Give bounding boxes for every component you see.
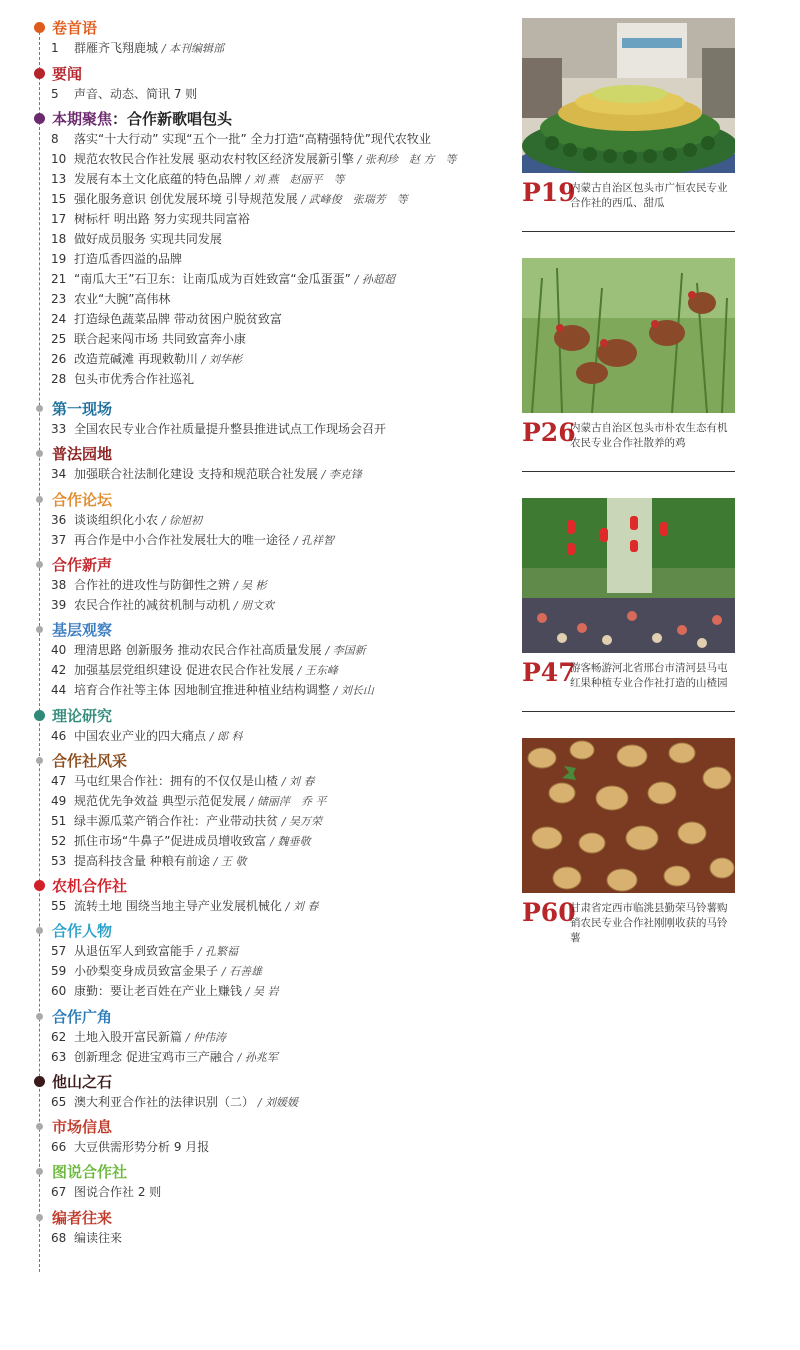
photo-block-p26 — [522, 258, 735, 463]
entry-title-wrap — [74, 680, 374, 701]
section-header — [0, 490, 515, 510]
section-title-text: 编者往来 — [52, 1209, 113, 1227]
toc-entry[interactable] — [0, 38, 515, 58]
photo-block-p47 — [522, 498, 735, 703]
entry-author: / 徐旭初 — [161, 514, 203, 527]
entry-title-wrap — [74, 149, 456, 170]
toc-entry[interactable] — [0, 369, 515, 389]
section-title — [52, 1072, 112, 1092]
toc-entry[interactable] — [0, 831, 515, 851]
section-title-text: 卷首语 — [52, 19, 98, 37]
toc-entry[interactable] — [0, 961, 515, 981]
section-title — [52, 18, 97, 38]
entry-page-number: 55 — [51, 899, 67, 913]
entry-page-number: 66 — [51, 1140, 67, 1154]
section-title-text: 市场信息 — [52, 1118, 113, 1136]
toc-entry[interactable] — [0, 229, 515, 249]
toc-entry[interactable] — [0, 84, 515, 104]
entry-author: / 刘媛媛 — [257, 1096, 299, 1109]
entry-author: / 孙兆军 — [237, 1051, 278, 1064]
potatoes-photo — [522, 738, 735, 893]
section-title-text: 普法园地 — [52, 445, 113, 463]
section-title — [52, 751, 127, 771]
section-title-text: 农机合作社 — [52, 877, 128, 895]
section-title-text: 第一现场 — [52, 400, 113, 418]
entry-author: / 孙超超 — [354, 273, 395, 286]
section-bullet-icon — [34, 68, 45, 79]
entry-author: / 吴万荣 — [281, 815, 323, 828]
section-title-text: 合作人物 — [52, 922, 113, 940]
toc-section — [0, 399, 515, 439]
entry-author: / 本刊编辑部 — [161, 42, 225, 55]
section-header — [0, 1072, 515, 1092]
toc-entry[interactable] — [0, 640, 515, 660]
section-header — [0, 399, 515, 419]
entry-page-number: 37 — [51, 533, 67, 547]
section-subtitle: ：合作新歌唱包头 — [112, 110, 233, 128]
entry-title-wrap — [74, 169, 345, 190]
section-bullet-icon — [36, 1013, 43, 1020]
entry-page-number: 65 — [51, 1095, 67, 1109]
photo-block-p19 — [522, 18, 735, 223]
entry-page-number: 17 — [51, 212, 67, 226]
entry-title-wrap — [74, 419, 386, 440]
entry-title: 改造荒碱滩 再现敕勒川 — [74, 352, 198, 366]
toc-section — [0, 444, 515, 484]
entry-page-number: 67 — [51, 1185, 67, 1199]
toc-section — [0, 876, 515, 916]
toc-entry[interactable] — [0, 249, 515, 269]
section-header — [0, 1208, 515, 1228]
toc-entry[interactable] — [0, 1092, 515, 1112]
entry-page-number: 24 — [51, 312, 67, 326]
entry-title-wrap — [74, 1047, 278, 1068]
toc-entry[interactable] — [0, 149, 515, 169]
entry-title: 加强联合社法制化建设 支持和规范联合社发展 — [74, 467, 318, 481]
photo-page-number: P26 — [522, 418, 576, 447]
entry-page-number: 28 — [51, 372, 67, 386]
entry-author: / 刘 燕 赵丽平 等 — [245, 173, 345, 186]
entry-author: / 刘 春 — [285, 900, 319, 913]
section-title-text: 他山之石 — [52, 1073, 113, 1091]
entry-title-wrap — [74, 530, 334, 551]
entry-title: 大豆供需形势分析 9 月报 — [74, 1140, 210, 1154]
entry-author: / 孔祥智 — [293, 534, 335, 547]
toc-entry[interactable] — [0, 981, 515, 1001]
entry-title: 从退伍军人到致富能手 — [74, 944, 195, 958]
section-title-text: 合作社风采 — [52, 752, 128, 770]
section-header — [0, 109, 515, 129]
entry-author: / 吴 岩 — [245, 985, 279, 998]
entry-title: 流转土地 围绕当地主导产业发展机械化 — [74, 899, 282, 913]
entry-page-number: 44 — [51, 683, 67, 697]
section-bullet-icon — [34, 710, 45, 721]
entry-page-number: 1 — [51, 41, 59, 55]
toc-section — [0, 18, 515, 58]
section-header — [0, 64, 515, 84]
entry-title-wrap — [74, 851, 246, 872]
entry-title-wrap — [74, 1182, 161, 1203]
section-title-text: 要闻 — [52, 65, 83, 83]
toc-entry[interactable] — [0, 309, 515, 329]
entry-title: 规范农牧民合作社发展 驱动农村牧区经济发展新引擎 — [74, 152, 354, 166]
entry-title-wrap — [74, 896, 318, 917]
entry-title-wrap — [74, 941, 238, 962]
entry-page-number: 40 — [51, 643, 67, 657]
entry-page-number: 19 — [51, 252, 67, 266]
entry-page-number: 49 — [51, 794, 67, 808]
entry-title-wrap — [74, 38, 224, 59]
entry-title: 发展有本土文化底蕴的特色品牌 — [74, 172, 243, 186]
toc-entry[interactable] — [0, 530, 515, 550]
entry-title: 抓住市场“牛鼻子”促进成员增收致富 — [74, 834, 267, 848]
entry-page-number: 62 — [51, 1030, 67, 1044]
photo-caption: 内蒙古自治区包头市朴农生态有机农民专业合作社散养的鸡 — [570, 422, 728, 449]
entry-title-wrap — [74, 329, 246, 350]
toc-section — [0, 1007, 515, 1067]
toc-entry[interactable] — [0, 129, 515, 149]
section-title-text: 合作论坛 — [52, 491, 113, 509]
entry-page-number: 51 — [51, 814, 67, 828]
toc-section — [0, 706, 515, 746]
entry-title-wrap — [74, 84, 197, 105]
entry-page-number: 25 — [51, 332, 67, 346]
entry-title-wrap — [74, 1137, 209, 1158]
entry-title: 康勤：要让老百姓在产业上赚钱 — [74, 984, 243, 998]
entry-title: 创新理念 促进宝鸡市三产融合 — [74, 1050, 234, 1064]
entry-page-number: 47 — [51, 774, 67, 788]
section-header — [0, 876, 515, 896]
toc-section — [0, 64, 515, 104]
entry-title: 再合作是中小合作社发展壮大的唯一途径 — [74, 533, 291, 547]
photo-page-number: P19 — [522, 178, 576, 207]
entry-title-wrap — [74, 595, 274, 616]
section-title — [52, 444, 112, 464]
section-title — [52, 490, 112, 510]
toc-section — [0, 490, 515, 550]
section-title — [52, 620, 112, 640]
entry-author: / 李国新 — [325, 644, 366, 657]
section-title — [52, 399, 112, 419]
section-title — [52, 876, 127, 896]
section-title — [52, 109, 232, 129]
toc-entry[interactable] — [0, 595, 515, 615]
entry-title-wrap — [74, 811, 322, 832]
entry-title-wrap — [74, 464, 362, 485]
entry-title: 培育合作社等主体 因地制宜推进种植业结构调整 — [74, 683, 330, 697]
section-title-text: 合作新声 — [52, 556, 113, 574]
entry-title: 声音、动态、简讯 7 则 — [74, 87, 198, 101]
section-bullet-icon — [36, 496, 43, 503]
toc-section — [0, 921, 515, 1001]
entry-title-wrap — [74, 510, 202, 531]
section-title — [52, 555, 112, 575]
entry-page-number: 23 — [51, 292, 67, 306]
section-title — [52, 921, 112, 941]
toc-entry[interactable] — [0, 1228, 515, 1248]
toc-section — [0, 751, 515, 871]
entry-title-wrap — [74, 249, 182, 270]
toc-entry[interactable] — [0, 771, 515, 791]
photo-caption: 甘肃省定西市临洮县勤荣马铃薯购销农民专业合作社刚刚收获的马铃薯 — [570, 902, 728, 944]
entry-page-number: 33 — [51, 422, 67, 436]
section-title-text: 合作广角 — [52, 1008, 113, 1026]
section-title — [52, 1162, 127, 1182]
entry-author: / 刘 春 — [281, 775, 315, 788]
entry-page-number: 53 — [51, 854, 67, 868]
entry-author: / 郎 科 — [209, 730, 243, 743]
photo-page-number: P47 — [522, 658, 576, 687]
toc-entry[interactable] — [0, 349, 515, 369]
entry-title-wrap — [74, 189, 408, 210]
entry-page-number: 18 — [51, 232, 67, 246]
section-bullet-icon — [36, 626, 43, 633]
entry-author: / 储丽萍 乔 平 — [249, 795, 327, 808]
entry-title-wrap — [74, 961, 262, 982]
toc-entry[interactable] — [0, 169, 515, 189]
section-header — [0, 1162, 515, 1182]
section-title-text: 图说合作社 — [52, 1163, 128, 1181]
divider — [522, 231, 735, 232]
section-title — [52, 1007, 112, 1027]
toc-section — [0, 555, 515, 615]
section-bullet-icon — [36, 561, 43, 568]
section-bullet-icon — [36, 405, 43, 412]
section-title — [52, 64, 82, 84]
section-title — [52, 706, 112, 726]
entry-title-wrap — [74, 791, 326, 812]
section-header — [0, 620, 515, 640]
section-header — [0, 706, 515, 726]
entry-author: / 朋文欢 — [233, 599, 275, 612]
entry-title: 澳大利亚合作社的法律识别（二） — [74, 1095, 255, 1109]
entry-author: / 吴 彬 — [233, 579, 267, 592]
entry-author: / 武峰俊 张瑞芳 等 — [301, 193, 408, 206]
entry-title: 小砂梨变身成员致富金果子 — [74, 964, 219, 978]
entry-title-wrap — [74, 831, 310, 852]
entry-title: 加强基层党组织建设 促进农民合作社发展 — [74, 663, 294, 677]
entry-title-wrap — [74, 981, 279, 1002]
entry-title: 强化服务意识 创优发展环境 引导规范发展 — [74, 192, 298, 206]
photo-caption: 内蒙古自治区包头市广恒农民专业合作社的西瓜、甜瓜 — [570, 182, 728, 209]
section-bullet-icon — [34, 1076, 45, 1087]
entry-title-wrap — [74, 369, 194, 390]
entry-title: 绿丰源瓜菜产销合作社：产业带动扶贫 — [74, 814, 279, 828]
entry-page-number: 60 — [51, 984, 67, 998]
toc-entry[interactable] — [0, 209, 515, 229]
entry-title-wrap — [74, 309, 282, 330]
section-header — [0, 1117, 515, 1137]
entry-author: / 孔繁福 — [197, 945, 239, 958]
toc-entry[interactable] — [0, 680, 515, 700]
entry-title-wrap — [74, 575, 267, 596]
entry-title: “南瓜大王”石卫东：让南瓜成为百姓致富“金瓜蛋蛋” — [74, 272, 351, 286]
entry-page-number: 63 — [51, 1050, 67, 1064]
section-header — [0, 444, 515, 464]
section-title-text: 理论研究 — [52, 707, 113, 725]
entry-author: / 王 敬 — [213, 855, 247, 868]
section-title-text: 本期聚焦 — [52, 110, 113, 128]
entry-page-number: 36 — [51, 513, 67, 527]
entry-page-number: 42 — [51, 663, 67, 677]
entry-author: / 仲伟涛 — [185, 1031, 227, 1044]
entry-page-number: 15 — [51, 192, 67, 206]
entry-title: 合作社的进攻性与防御性之辨 — [74, 578, 231, 592]
entry-title: 谈谈组织化小农 — [74, 513, 159, 527]
section-header — [0, 555, 515, 575]
photo-block-p60 — [522, 738, 735, 943]
divider — [522, 471, 735, 472]
entry-author: / 石善雄 — [221, 965, 263, 978]
entry-title-wrap — [74, 209, 250, 230]
melon-display-photo — [522, 18, 735, 173]
entry-page-number: 34 — [51, 467, 67, 481]
toc-section — [0, 1208, 515, 1248]
section-bullet-icon — [34, 880, 45, 891]
entry-page-number: 46 — [51, 729, 67, 743]
section-title — [52, 1117, 112, 1137]
chickens-photo — [522, 258, 735, 413]
entry-page-number: 5 — [51, 87, 59, 101]
entry-author: / 王东峰 — [297, 664, 338, 677]
entry-title: 群雁齐飞翔鹿城 — [74, 41, 159, 55]
section-title — [52, 1208, 112, 1228]
section-header — [0, 1007, 515, 1027]
section-header — [0, 751, 515, 771]
section-bullet-icon — [36, 1214, 43, 1221]
entry-author: / 李克锋 — [321, 468, 362, 481]
photo-page-number: P60 — [522, 898, 576, 927]
entry-title-wrap — [74, 660, 338, 681]
entry-title-wrap — [74, 349, 242, 370]
entry-title-wrap — [74, 1027, 226, 1048]
photo-caption: 游客畅游河北省邢台市清河县马屯红果种植专业合作社打造的山楂园 — [570, 662, 728, 689]
entry-title: 打造绿色蔬菜品牌 带动贫困户脱贫致富 — [74, 312, 282, 326]
toc-section — [0, 620, 515, 700]
entry-title-wrap — [74, 289, 170, 310]
toc-entry[interactable] — [0, 575, 515, 595]
entry-title-wrap — [74, 1092, 298, 1113]
section-bullet-icon — [34, 22, 45, 33]
entry-title: 做好成员服务 实现共同发展 — [74, 232, 222, 246]
toc-entry[interactable] — [0, 510, 515, 530]
toc-entry[interactable] — [0, 660, 515, 680]
section-bullet-icon — [36, 450, 43, 457]
entry-page-number: 57 — [51, 944, 67, 958]
toc-entry[interactable] — [0, 896, 515, 916]
hawthorn-garden-photo — [522, 498, 735, 653]
entry-title: 包头市优秀合作社巡礼 — [74, 372, 195, 386]
section-bullet-icon — [36, 1123, 43, 1130]
entry-title: 图说合作社 2 则 — [74, 1185, 162, 1199]
entry-title: 农业“大腕”高伟林 — [74, 292, 171, 306]
entry-page-number: 59 — [51, 964, 67, 978]
entry-title: 联合起来闯市场 共同致富奔小康 — [74, 332, 246, 346]
entry-page-number: 8 — [51, 132, 59, 146]
toc-entry[interactable] — [0, 289, 515, 309]
toc-entry[interactable] — [0, 791, 515, 811]
entry-title-wrap — [74, 726, 243, 747]
toc-entry[interactable] — [0, 941, 515, 961]
entry-author: / 刘长山 — [333, 684, 374, 697]
entry-title: 中国农业产业的四大痛点 — [74, 729, 207, 743]
toc-entry[interactable] — [0, 726, 515, 746]
toc-section — [0, 1162, 515, 1202]
entry-page-number: 13 — [51, 172, 67, 186]
section-header — [0, 18, 515, 38]
entry-title: 打造瓜香四溢的品牌 — [74, 252, 183, 266]
entry-page-number: 52 — [51, 834, 67, 848]
section-bullet-icon — [36, 1168, 43, 1175]
toc-entry[interactable] — [0, 1047, 515, 1067]
entry-page-number: 68 — [51, 1231, 67, 1245]
entry-title-wrap — [74, 640, 366, 661]
entry-author: / 刘华彬 — [201, 353, 242, 366]
entry-title-wrap — [74, 1228, 122, 1249]
toc-entry[interactable] — [0, 851, 515, 871]
entry-page-number: 39 — [51, 598, 67, 612]
toc-entry[interactable] — [0, 269, 515, 289]
entry-title-wrap — [74, 129, 431, 150]
section-title-text: 基层观察 — [52, 621, 113, 639]
entry-title: 土地入股开富民新篇 — [74, 1030, 183, 1044]
entry-title-wrap — [74, 269, 395, 290]
entry-author: / 张利珍 赵 方 等 — [357, 153, 457, 166]
entry-title: 全国农民专业合作社质量提升整县推进试点工作现场会召开 — [74, 422, 387, 436]
toc-entry[interactable] — [0, 464, 515, 484]
divider — [522, 711, 735, 712]
entry-title-wrap — [74, 229, 222, 250]
toc-entry[interactable] — [0, 1182, 515, 1202]
toc-entry[interactable] — [0, 1137, 515, 1157]
entry-title: 马屯红果合作社：拥有的不仅仅是山楂 — [74, 774, 279, 788]
entry-title: 提高科技含量 种粮有前途 — [74, 854, 210, 868]
section-header — [0, 921, 515, 941]
toc-entry[interactable] — [0, 811, 515, 831]
toc-entry[interactable] — [0, 329, 515, 349]
toc-entry[interactable] — [0, 1027, 515, 1047]
entry-title: 落实“十大行动” 实现“五个一批” 全力打造“高精强特优”现代农牧业 — [74, 132, 431, 146]
entry-page-number: 10 — [51, 152, 67, 166]
toc-section — [0, 1072, 515, 1112]
entry-title: 理清思路 创新服务 推动农民合作社高质量发展 — [74, 643, 322, 657]
section-bullet-icon — [36, 927, 43, 934]
entry-title: 编读往来 — [74, 1231, 123, 1245]
toc-entry[interactable] — [0, 189, 515, 209]
entry-author: / 魏垂敬 — [270, 835, 311, 848]
toc-entry[interactable] — [0, 419, 515, 439]
entry-title-wrap — [74, 771, 315, 792]
toc-section — [0, 1117, 515, 1157]
section-bullet-icon — [34, 113, 45, 124]
entry-title: 树标杆 明出路 努力实现共同富裕 — [74, 212, 250, 226]
entry-title: 农民合作社的减贫机制与动机 — [74, 598, 231, 612]
entry-title: 规范优先争效益 典型示范促发展 — [74, 794, 246, 808]
section-bullet-icon — [36, 757, 43, 764]
entry-page-number: 21 — [51, 272, 67, 286]
entry-page-number: 26 — [51, 352, 67, 366]
toc-section — [0, 109, 515, 389]
entry-page-number: 38 — [51, 578, 67, 592]
